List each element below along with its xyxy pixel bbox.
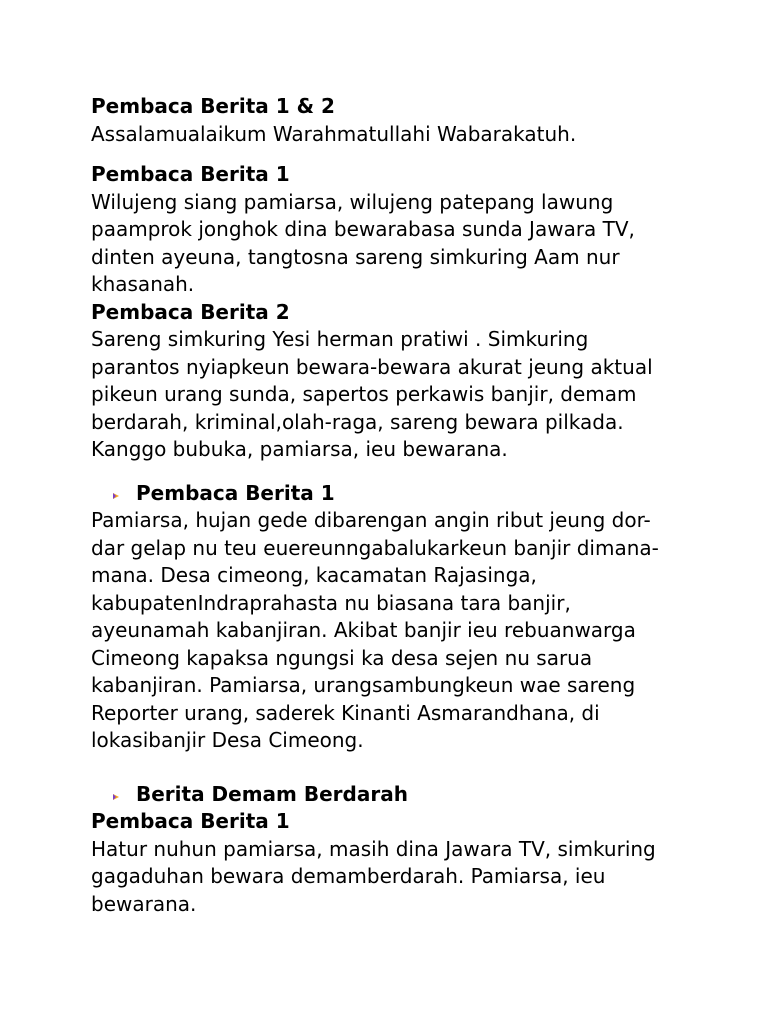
bullet-diamond-icon (112, 793, 120, 801)
section4-bullet-heading (91, 781, 751, 809)
section1-heading: Pembaca Berita 1 (91, 162, 290, 186)
opening-text: Assalamualaikum Warahmatullahi Wabarakatuh. (91, 121, 577, 146)
opening-heading: Pembaca Berita 1 & 2 (91, 94, 335, 118)
section3-bullet-heading (91, 480, 751, 508)
section4-heading: Pembaca Berita 1 (91, 809, 290, 833)
section2-heading: Pembaca Berita 2 (91, 299, 290, 324)
section4-text: Hatur nuhun pamiarsa, masih dina Jawara TV, simkuring gagaduhan bewara demamberdarah. Pamiarsa, ieu bewarana. (91, 836, 656, 916)
section3-text: Pamiarsa, hujan gede dibarengan angin ribut jeung dor- dar gelap nu teu euereunngabalukarkeun banjir dimana- mana. Desa cimeong, kacamatan Rajasinga, kabupatenIndraprahasta nu biasana tara banjir, ayeunamah kabanjiran. Akibat banjir ieu rebuanwarga Cimeong kapaksa ngungsi ka desa sejen nu sarua kabanjiran. Pamiarsa, urangsambungkeun wae sareng Reporter urang, saderek Kinanti Asmarandhana, di lokasibanjir Desa Cimeong. (91, 508, 659, 752)
bullet-diamond-icon (112, 492, 120, 500)
section2-text: Sareng simkuring Yesi herman pratiwi . Simkuring parantos nyiapkeun bewara-bewara akurat jeung aktual pikeun urang sunda, sapertos perkawis banjir, demam berdarah, kriminal,olah-raga, sareng bewara pilkada. Kanggo bubuka, pamiarsa, ieu bewarana. (91, 327, 653, 461)
spacer (91, 464, 751, 480)
spacer (91, 148, 751, 161)
spacer (91, 755, 751, 781)
section4-bullet-label: Berita Demam Berdarah (136, 781, 408, 806)
section1-text: Wilujeng siang pamiarsa, wilujeng patepang lawung paamprok jonghok dina bewarabasa sunda Jawara TV, dinten ayeuna, tangtosna sareng simkuring Aam nur khasanah. (91, 189, 635, 296)
document-page (91, 93, 751, 918)
section3-bullet-label: Pembaca Berita 1 (136, 480, 335, 505)
